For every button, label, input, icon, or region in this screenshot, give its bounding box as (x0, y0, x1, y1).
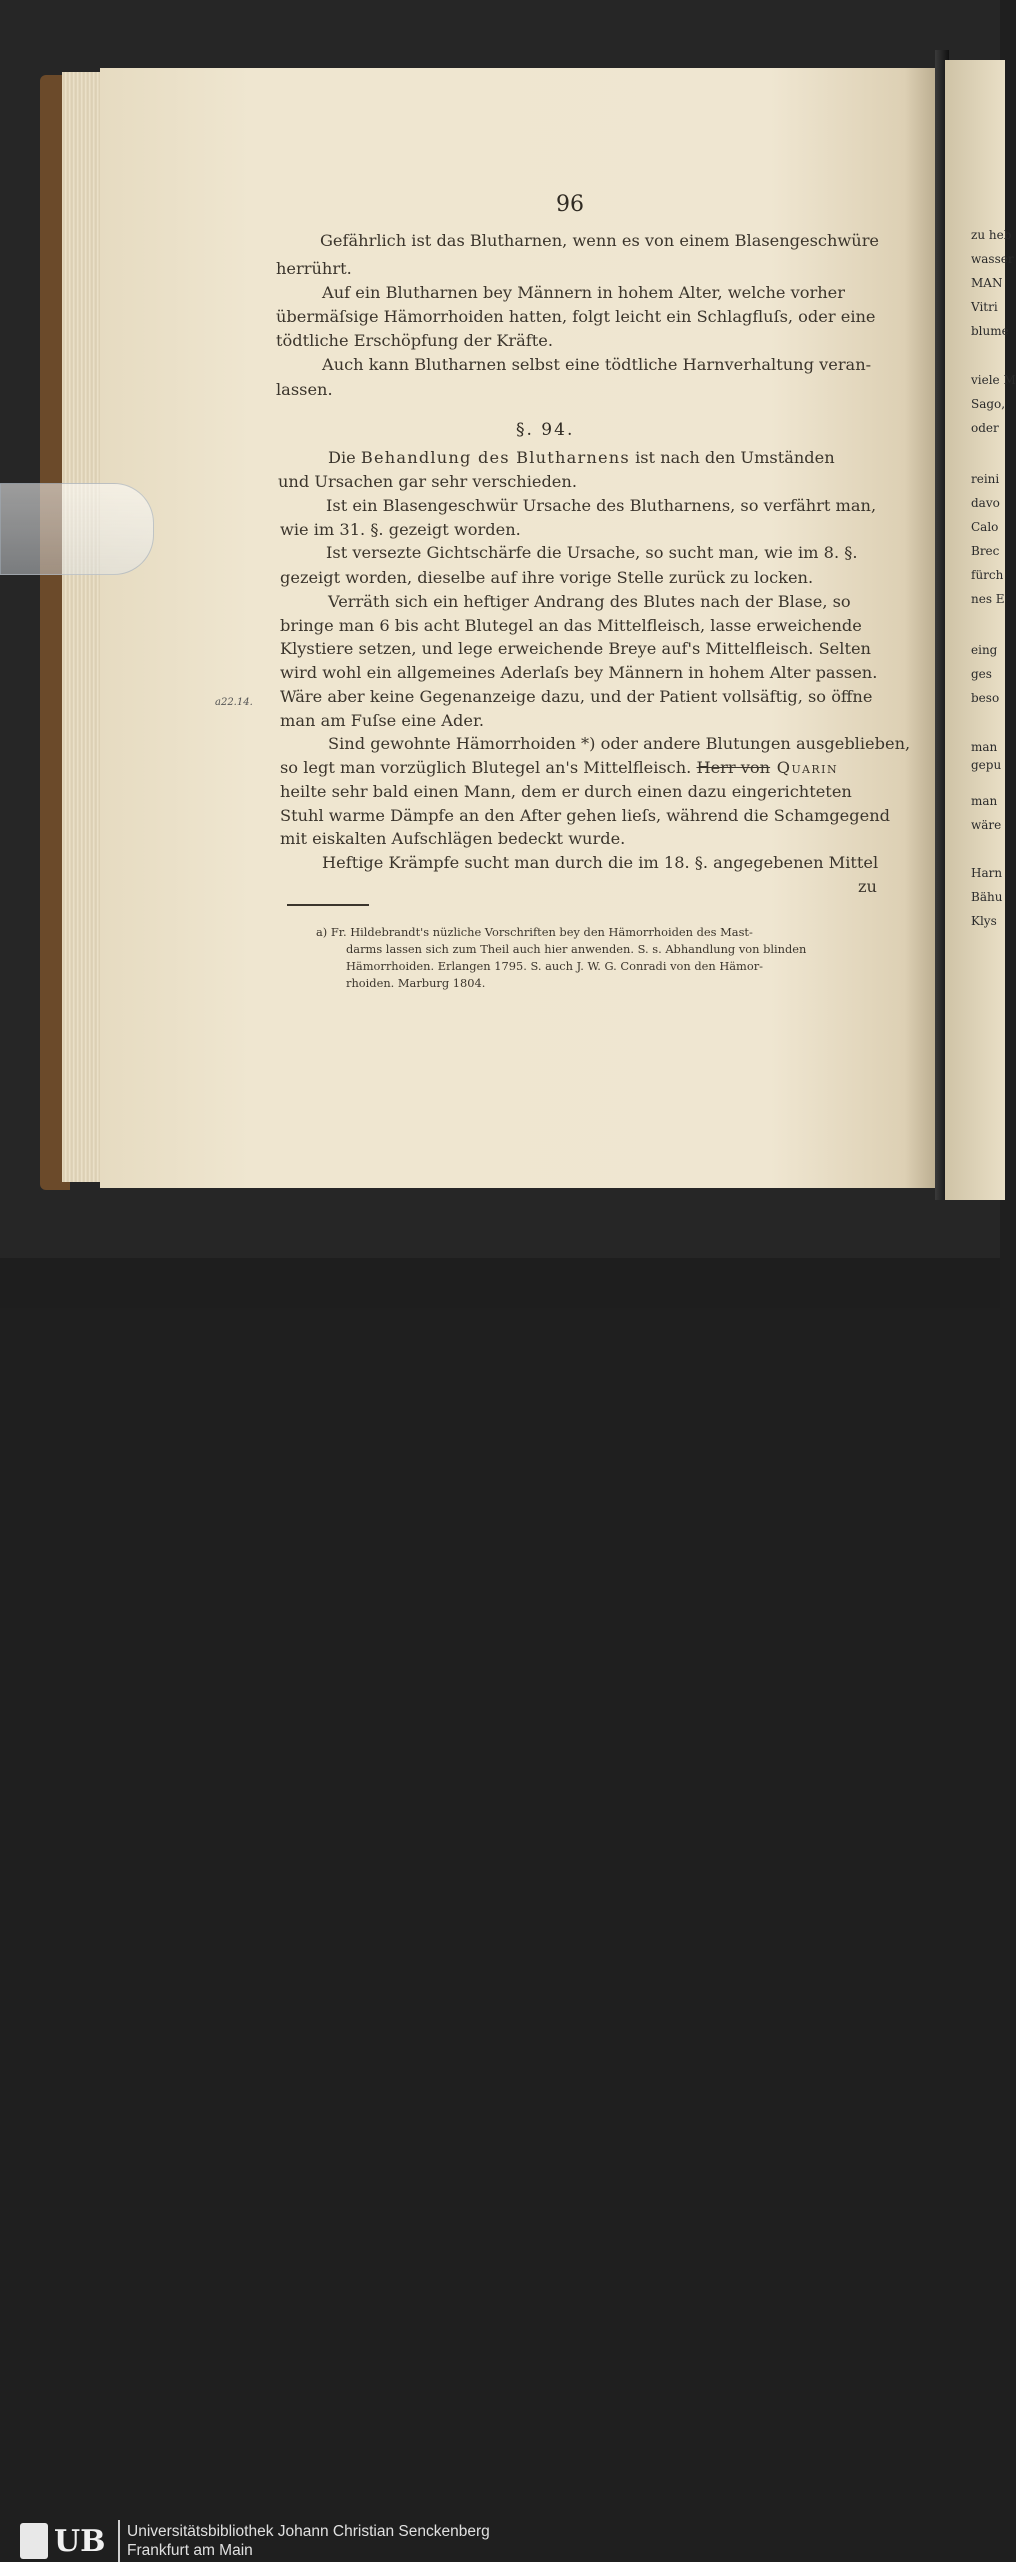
facing-page-text: Vitri (971, 300, 998, 314)
facing-page-text: davo (971, 496, 1000, 510)
section-line: Stuhl warme Dämpfe an den After gehen lieſs, während die Schamgegend (280, 806, 890, 825)
footnote-line: darms lassen sich zum Theil auch hier anwenden. S. s. Abhandlung von blinden (346, 942, 807, 956)
facing-page-text: viele M (971, 373, 1016, 387)
section-line: Sind gewohnte Hämorrhoiden *) oder andere Blutungen ausgeblieben, (328, 734, 911, 753)
facing-page-text: oder (971, 421, 999, 435)
body-line: Auf ein Blutharnen bey Männern in hohem Alter, welche vorher (322, 283, 845, 302)
facing-page-text: Harn (971, 866, 1003, 880)
section-line: man am Fuſse eine Ader. (280, 711, 485, 730)
library-location: Frankfurt am Main (127, 2542, 253, 2559)
facing-page-text: Calo (971, 520, 999, 534)
struck-text: Herr von (696, 758, 771, 777)
section-heading: §. 94. (516, 420, 575, 440)
text-run: ist nach den Umständen (629, 448, 835, 467)
facing-page-text: gepu (971, 758, 1002, 772)
section-line: bringe man 6 bis acht Blutegel an das Mittelfleisch, lasse erweichende (280, 616, 862, 635)
section-line: Wäre aber keine Gegenanzeige dazu, und der Patient vollsäftig, so öffne (280, 687, 873, 706)
facing-page-text: fürch (971, 568, 1004, 582)
section-line: und Ursachen gar sehr verschieden. (278, 472, 577, 491)
section-line: Heftige Krämpfe sucht man durch die im 18. §. angegebenen Mittel (322, 853, 879, 872)
footnote-line: a) Fr. Hildebrandt's nüzliche Vorschriften bey den Hämorrhoiden des Mast- (316, 925, 753, 939)
text-run: so legt man vorzüglich Blutegel an's Mittelfleisch. (280, 758, 697, 777)
facing-page-text: nes E (971, 592, 1005, 606)
section-line: mit eiskalten Aufschlägen bedeckt wurde. (280, 829, 626, 848)
section-line: Ist versezte Gichtschärfe die Ursache, so sucht man, wie im 8. §. (326, 543, 858, 562)
footnote-rule (287, 904, 369, 906)
library-name: Universitätsbibliothek Johann Christian Senckenberg (127, 2523, 490, 2540)
facing-page-text: beso (971, 691, 1000, 705)
section-line: heilte sehr bald einen Mann, dem er durch einen dazu eingerichteten (280, 782, 852, 801)
section-line: wie im 31. §. gezeigt worden. (280, 520, 521, 539)
logo-divider (118, 2520, 120, 2562)
catchword: zu (858, 877, 877, 896)
section-line: Klystiere setzen, und lege erweichende Breye auf's Mittelfleisch. Selten (280, 639, 871, 658)
author-name: Quarin (770, 758, 839, 777)
library-footer (0, 1258, 1000, 2559)
page-holder-clip (0, 483, 154, 575)
facing-page-text: Klys (971, 914, 997, 928)
page-number: 96 (556, 192, 584, 217)
facing-page-text: reini (971, 472, 1000, 486)
section-line: wird wohl ein allgemeines Aderlaſs bey Männern in hohem Alter passen. (280, 663, 878, 682)
facing-page-text: zu heb (971, 228, 1012, 242)
section-line (280, 756, 838, 780)
scanned-book-spread (0, 0, 1016, 1258)
facing-page-text: wasser (971, 252, 1014, 266)
facing-page-text: Brec (971, 544, 1000, 558)
body-line: Gefährlich ist das Blutharnen, wenn es von einem Blasengeschwüre (320, 231, 880, 250)
body-line: tödtliche Erschöpfung der Kräfte. (276, 331, 554, 350)
facing-page-text: man (971, 740, 998, 754)
body-line: lassen. (276, 380, 333, 399)
section-line: gezeigt worden, dieselbe auf ihre vorige Stelle zurück zu locken. (280, 568, 814, 587)
facing-page-text: ges (971, 667, 992, 681)
section-line (328, 446, 835, 470)
library-logo-text: UB (54, 2524, 106, 2559)
body-line: Auch kann Blutharnen selbst eine tödtliche Harnverhaltung veran- (322, 355, 872, 374)
library-logo-icon (20, 2523, 48, 2559)
facing-page-text: blume (971, 324, 1009, 338)
facing-page-fragment (945, 60, 1016, 1200)
text-run: Die (328, 448, 361, 467)
section-line: Verräth sich ein heftiger Andrang des Blutes nach der Blase, so (328, 592, 851, 611)
facing-page-text: eing (971, 643, 998, 657)
spaced-emphasis: Behandlung des Blutharnens (360, 448, 630, 467)
body-line: übermäſsige Hämorrhoiden hatten, folgt leicht ein Schlagfluſs, oder eine (276, 307, 876, 326)
facing-page-text: Sago, (971, 397, 1006, 411)
facing-page-text: man (971, 794, 998, 808)
footnote-line: rhoiden. Marburg 1804. (346, 976, 486, 990)
facing-page-text: MAN (971, 276, 1003, 290)
footnote-line: Hämorrhoiden. Erlangen 1795. S. auch J. W. G. Conradi von den Hämor- (346, 959, 764, 973)
section-line: Ist ein Blasengeschwür Ursache des Blutharnens, so verfährt man, (326, 496, 877, 515)
facing-page-text: wäre (971, 818, 1002, 832)
body-line: herrührt. (276, 259, 352, 278)
facing-page-text: Bähu (971, 890, 1003, 904)
margin-annotation: a22.14. (215, 697, 253, 708)
